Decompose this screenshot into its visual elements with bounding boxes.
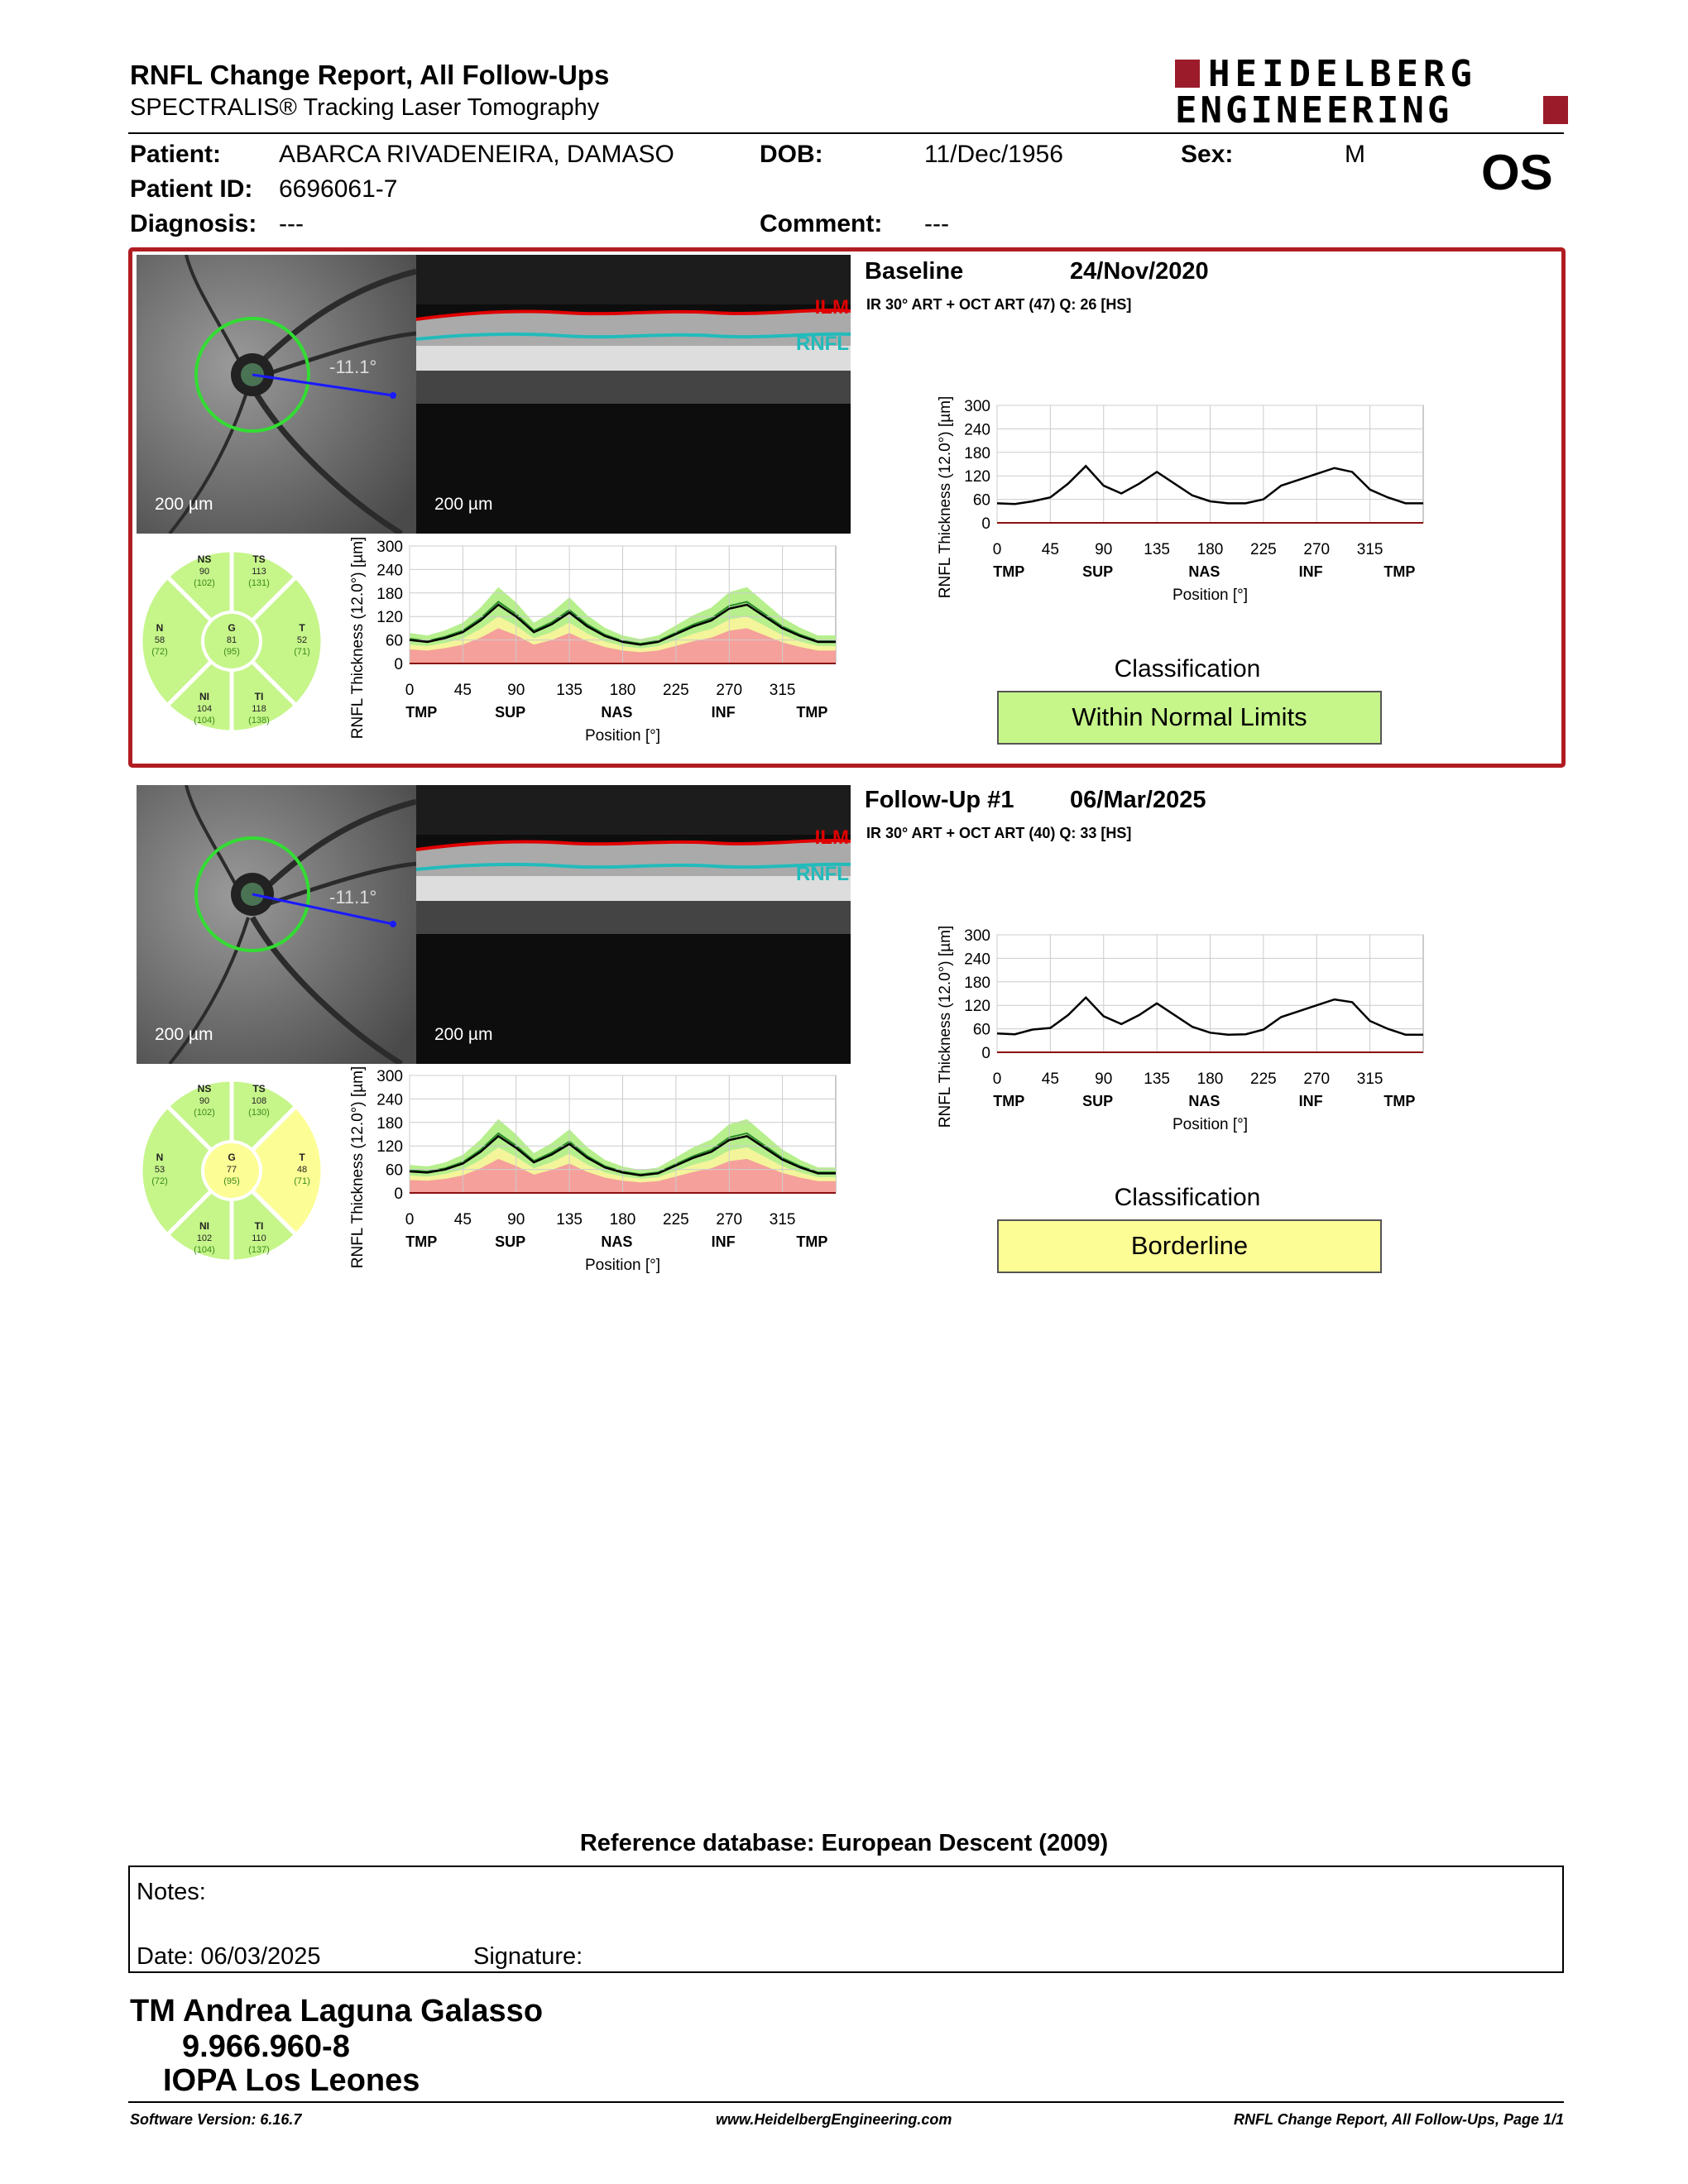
region-label: NAS [1188, 563, 1220, 580]
fundus-scale: 200 µm [155, 1025, 213, 1044]
x-tick-label: 315 [1356, 1070, 1383, 1088]
classification-badge-baseline: Within Normal Limits [997, 691, 1382, 745]
signer-name: TM Andrea Laguna Galasso [130, 1994, 544, 2028]
x-tick-label: 270 [1303, 541, 1331, 558]
x-tick-label: 135 [1144, 541, 1170, 558]
x-tick-label: 180 [609, 682, 636, 699]
signer-institution: IOPA Los Leones [163, 2063, 420, 2098]
y-tick-label: 60 [972, 491, 990, 510]
y-tick-label: 240 [964, 421, 990, 439]
sector-ref: (95) [223, 1176, 240, 1186]
x-tick-label: 225 [1250, 541, 1277, 558]
ilm-label: ILM [814, 826, 849, 849]
sector-label: T [299, 622, 305, 634]
sector-value: 104 [196, 704, 213, 714]
reference-database: Reference database: European Descent (2009) [579, 1830, 1109, 1856]
x-tick-label: 90 [1095, 541, 1113, 558]
region-label: NAS [601, 1233, 633, 1250]
sector-label: N [156, 1152, 164, 1163]
x-tick-label: 135 [556, 1211, 583, 1228]
sector-label: TS [252, 553, 266, 565]
region-label: TMP [796, 1233, 828, 1250]
y-tick-label: 0 [394, 1185, 403, 1203]
x-tick-label: 90 [1095, 1070, 1113, 1088]
patient-id-label: Patient ID: [130, 175, 253, 203]
x-axis-label: Position [°] [584, 1257, 661, 1274]
sector-pie-baseline [137, 546, 327, 736]
sector-ref: (137) [248, 1245, 270, 1255]
x-axis-label: Position [°] [1172, 1116, 1249, 1133]
y-tick-label: 240 [376, 1091, 403, 1109]
oct-scale: 200 µm [434, 495, 493, 514]
y-tick-label: 0 [981, 1045, 990, 1062]
x-axis-label: Position [°] [1172, 587, 1249, 604]
patient-label: Patient: [130, 141, 222, 168]
comment-value: --- [924, 210, 949, 237]
y-tick-label: 120 [964, 468, 990, 486]
region-label: TMP [1383, 1093, 1416, 1109]
region-label: SUP [495, 1233, 526, 1250]
x-tick-label: 90 [507, 682, 525, 699]
region-label: NAS [1188, 1093, 1220, 1109]
classification-title-followup: Classification [1114, 1184, 1261, 1211]
region-label: TMP [405, 1233, 438, 1250]
notes-label: Notes: [137, 1879, 206, 1905]
x-tick-label: 180 [1196, 541, 1224, 558]
region-label: NAS [601, 704, 633, 721]
x-tick-label: 135 [556, 682, 583, 699]
fundus-scale: 200 µm [155, 495, 213, 514]
y-axis-label: RNFL Thickness (12.0°) [µm] [349, 536, 367, 740]
angle-label: -11.1° [329, 887, 377, 908]
y-axis-label: RNFL Thickness (12.0°) [µm] [349, 1066, 367, 1269]
sector-value: 90 [199, 1096, 210, 1106]
rnfl-chart-baseline-small [339, 529, 869, 761]
scan-meta-followup: IR 30° ART + OCT ART (40) Q: 33 [HS] [866, 825, 1132, 841]
sector-label: NS [197, 1083, 212, 1094]
x-tick-label: 0 [992, 541, 1002, 558]
y-tick-label: 300 [376, 539, 403, 556]
y-tick-label: 120 [376, 609, 403, 627]
sector-label: TS [252, 1083, 266, 1094]
region-label: TMP [796, 704, 828, 721]
y-tick-label: 120 [964, 998, 990, 1016]
sector-value: 110 [252, 1233, 266, 1243]
sector-label: NI [199, 1220, 209, 1232]
x-tick-label: 0 [405, 682, 415, 699]
sector-value: 118 [252, 704, 266, 714]
rnfl-label: RNFL [796, 863, 849, 885]
date-label: Date: 06/03/2025 [137, 1943, 321, 1970]
sector-value: 77 [226, 1165, 237, 1175]
scan-meta-baseline: IR 30° ART + OCT ART (47) Q: 26 [HS] [866, 296, 1132, 313]
sector-ref: (138) [248, 716, 270, 726]
region-label: SUP [495, 704, 526, 721]
y-tick-label: 60 [385, 632, 403, 650]
report-title: RNFL Change Report, All Follow-Ups [130, 60, 610, 90]
y-tick-label: 180 [376, 1114, 403, 1133]
classification-badge-followup: Borderline [997, 1219, 1382, 1273]
oct-bscan-baseline [416, 255, 851, 534]
sector-ref: (72) [151, 647, 168, 657]
region-label: INF [1298, 563, 1323, 580]
x-tick-label: 270 [716, 1211, 743, 1228]
region-label: INF [711, 704, 736, 721]
sector-ref: (71) [294, 647, 310, 657]
sector-value: 113 [252, 567, 266, 577]
fundus-image-followup [137, 785, 416, 1064]
sector-ref: (102) [194, 578, 215, 588]
dob-value: 11/Dec/1956 [924, 141, 1063, 168]
sector-value: 90 [199, 567, 210, 577]
scan-title-followup: Follow-Up #1 [865, 787, 1014, 813]
scan-title-baseline: Baseline [865, 258, 964, 285]
diagnosis-value: --- [279, 210, 304, 237]
x-tick-label: 135 [1144, 1070, 1170, 1088]
y-tick-label: 180 [964, 444, 990, 462]
x-tick-label: 45 [453, 1211, 472, 1228]
sector-value: 52 [296, 635, 308, 645]
sector-value: 58 [154, 635, 165, 645]
sector-ref: (104) [194, 716, 215, 726]
sector-value: 53 [154, 1165, 165, 1175]
oct-scale: 200 µm [434, 1025, 493, 1044]
sector-label: NI [199, 691, 209, 702]
oct-bscan-followup [416, 785, 851, 1064]
region-label: TMP [405, 704, 438, 721]
rnfl-label: RNFL [796, 333, 849, 355]
classification-title-baseline: Classification [1114, 655, 1261, 682]
x-tick-label: 180 [1196, 1070, 1224, 1088]
scan-date-followup: 06/Mar/2025 [1070, 787, 1206, 813]
y-tick-label: 300 [376, 1068, 403, 1085]
website-link[interactable]: www.HeidelbergEngineering.com [716, 2111, 952, 2128]
x-axis-label: Position [°] [584, 727, 661, 745]
x-tick-label: 270 [1303, 1070, 1331, 1088]
region-label: INF [1298, 1093, 1323, 1109]
y-tick-label: 0 [981, 515, 990, 533]
sector-value: 102 [196, 1233, 213, 1243]
x-tick-label: 45 [1041, 1070, 1059, 1088]
eye-label: OS [1481, 145, 1553, 200]
sector-value: 81 [226, 635, 237, 645]
x-tick-label: 45 [453, 682, 472, 699]
y-axis-label: RNFL Thickness (12.0°) [µm] [937, 925, 954, 1128]
x-tick-label: 315 [769, 1211, 796, 1228]
y-tick-label: 300 [964, 927, 990, 945]
fundus-image-baseline [137, 255, 416, 534]
x-tick-label: 45 [1041, 541, 1059, 558]
page-info: RNFL Change Report, All Follow-Ups, Page 1/1 [1233, 2111, 1564, 2128]
software-version: Software Version: 6.16.7 [130, 2111, 302, 2128]
heidelberg-logo: HEIDELBERG ENGINEERING [1175, 58, 1568, 129]
x-tick-label: 315 [769, 682, 796, 699]
x-tick-label: 225 [663, 1211, 689, 1228]
sex-label: Sex: [1181, 141, 1234, 168]
sector-label: G [228, 622, 236, 634]
x-tick-label: 225 [1250, 1070, 1277, 1088]
y-tick-label: 180 [964, 974, 990, 992]
patient-id-value: 6696061-7 [279, 175, 398, 203]
region-label: TMP [1383, 563, 1416, 580]
x-tick-label: 0 [992, 1070, 1002, 1088]
sector-ref: (104) [194, 1245, 215, 1255]
region-label: TMP [993, 1093, 1025, 1109]
x-tick-label: 90 [507, 1211, 525, 1228]
sector-ref: (72) [151, 1176, 168, 1186]
x-tick-label: 0 [405, 1211, 415, 1228]
y-tick-label: 120 [376, 1138, 403, 1157]
region-label: SUP [1082, 1093, 1114, 1109]
ilm-label: ILM [814, 296, 849, 318]
sector-value: 48 [296, 1165, 308, 1175]
rnfl-chart-followup-large [927, 918, 1456, 1150]
signature-label: Signature: [473, 1943, 583, 1970]
report-subtitle: SPECTRALIS® Tracking Laser Tomography [130, 94, 600, 121]
rnfl-chart-followup-small [339, 1059, 869, 1291]
sex-value: M [1345, 141, 1365, 168]
sector-label: T [299, 1152, 305, 1163]
x-tick-label: 180 [609, 1211, 636, 1228]
scan-date-baseline: 24/Nov/2020 [1070, 258, 1209, 285]
sector-value: 108 [251, 1096, 267, 1106]
sector-label: NS [197, 553, 212, 565]
x-tick-label: 270 [716, 682, 743, 699]
comment-label: Comment: [760, 210, 883, 237]
notes-box [128, 1866, 1564, 1973]
sector-ref: (102) [194, 1108, 215, 1118]
sector-label: N [156, 622, 164, 634]
region-label: INF [711, 1233, 736, 1250]
region-label: SUP [1082, 563, 1114, 580]
sector-pie-followup [137, 1075, 327, 1266]
diagnosis-label: Diagnosis: [130, 210, 257, 237]
y-tick-label: 60 [385, 1161, 403, 1180]
sector-ref: (95) [223, 647, 240, 657]
sector-label: G [228, 1152, 236, 1163]
y-axis-label: RNFL Thickness (12.0°) [µm] [937, 395, 954, 599]
x-tick-label: 315 [1356, 541, 1383, 558]
y-tick-label: 180 [376, 585, 403, 603]
x-tick-label: 225 [663, 682, 689, 699]
patient-name: ABARCA RIVADENEIRA, DAMASO [279, 141, 674, 168]
y-tick-label: 60 [972, 1021, 990, 1039]
y-tick-label: 240 [376, 562, 403, 580]
sector-label: TI [254, 691, 264, 702]
angle-label: -11.1° [329, 357, 377, 377]
sector-ref: (131) [248, 578, 270, 588]
y-tick-label: 0 [394, 656, 403, 673]
rnfl-chart-baseline-large [927, 389, 1456, 620]
dob-label: DOB: [760, 141, 823, 168]
y-tick-label: 300 [964, 398, 990, 415]
region-label: TMP [993, 563, 1025, 580]
signer-id: 9.966.960-8 [182, 2029, 350, 2064]
sector-ref: (130) [248, 1108, 270, 1118]
sector-label: TI [254, 1220, 264, 1232]
y-tick-label: 240 [964, 951, 990, 969]
sector-ref: (71) [294, 1176, 310, 1186]
